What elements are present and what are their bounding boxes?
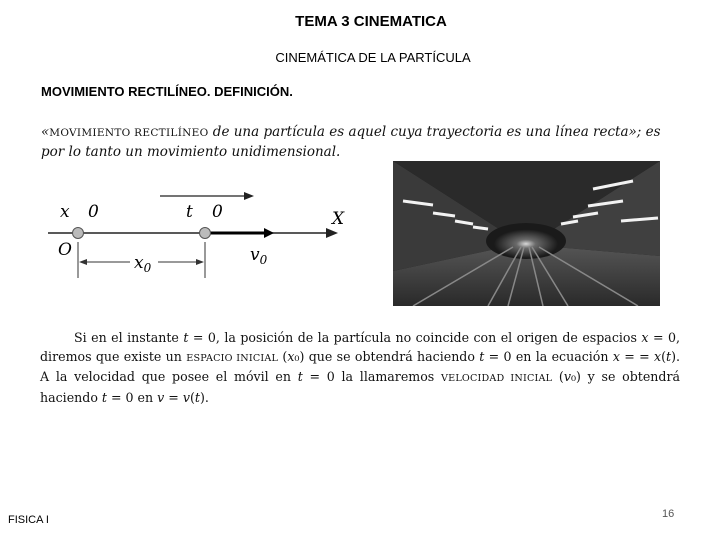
para-v-3: v: [182, 389, 190, 405]
definition-text: [41, 123, 661, 162]
x0-left-arrow: [79, 259, 87, 265]
para-t-3: t: [666, 348, 672, 364]
x0-right-arrow: [196, 259, 204, 265]
t-equals-zero: 0: [212, 202, 223, 222]
train-tunnel-photo: [393, 161, 660, 306]
para-t-6: t: [194, 389, 200, 405]
rectilinear-motion-diagram: [48, 188, 368, 288]
t-label: t: [186, 202, 193, 222]
para-text-7: = =: [619, 348, 654, 364]
photo-tunnel-glow: [486, 223, 566, 259]
para-text-4: (: [278, 348, 288, 364]
x-equals-zero: 0: [88, 202, 99, 222]
para-text-11: (: [552, 369, 564, 384]
velocity-arrow-head: [264, 228, 274, 238]
para-x-1: x: [641, 330, 649, 345]
open-quote: «: [41, 124, 50, 140]
para-t-4: t: [297, 369, 303, 384]
v0-label: [250, 245, 268, 267]
para-text-9: ). A la velocidad que posee el móvil en: [40, 348, 680, 384]
origin-point: [73, 228, 84, 239]
origin-label: O: [58, 240, 72, 260]
para-t-1: t: [183, 330, 189, 345]
section-heading: MOVIMIENTO RECTILÍNEO. DEFINICIÓN.: [41, 84, 293, 99]
definition-body: de una partícula es aquel cuya trayectoria es una línea recta»; es por lo tanto un movimiento unidimensional.: [41, 124, 661, 160]
upper-arrow-head: [244, 192, 254, 200]
axis-label: X: [332, 209, 345, 229]
para-text-8: (: [661, 348, 667, 364]
para-text-16: ).: [199, 389, 209, 405]
para-v-2: v: [157, 389, 165, 405]
initial-conditions-paragraph: [40, 329, 680, 407]
para-text-12: ₀) y se obtendrá haciendo: [40, 369, 680, 405]
page-number: 16: [662, 508, 675, 520]
para-x-3: x: [612, 348, 620, 364]
para-text-3: = 0, diremos que existe un: [40, 330, 681, 364]
para-t-2: t: [479, 348, 485, 364]
x0-subscript: 0: [143, 261, 152, 275]
para-x-4: x: [653, 348, 662, 364]
para-x-2: x: [287, 348, 295, 364]
footer-course-label: FISICA I: [8, 514, 49, 526]
slide-subtitle: CINEMÁTICA DE LA PARTÍCULA: [275, 50, 471, 65]
para-espacio-inicial: ESPACIO INICIAL: [186, 352, 279, 364]
para-text-5: ₀) que se obtendrá haciendo: [294, 348, 480, 364]
para-text-10: = 0 la llamaremos: [302, 369, 441, 384]
para-text-15: (: [189, 389, 195, 405]
para-text-6: = 0 en la ecuación: [484, 348, 613, 364]
para-text-13: = 0 en: [106, 389, 158, 405]
x-label: x: [60, 202, 70, 222]
para-text-2: = 0, la posición de la partícula no coincide con el origen de espacios: [188, 330, 642, 345]
para-text-14: =: [164, 389, 183, 405]
x-axis-arrow-head: [326, 228, 338, 238]
definition-term: MOVIMIENTO RECTILÍNEO: [49, 127, 209, 139]
v0-subscript: 0: [259, 253, 268, 267]
para-velocidad-inicial: VELOCIDAD INICIAL: [441, 373, 553, 384]
para-t-5: t: [101, 389, 107, 405]
slide-title: TEMA 3 CINEMATICA: [295, 13, 447, 30]
x0-symbol: x: [134, 253, 144, 273]
para-v-1: v: [563, 369, 571, 384]
particle-point: [200, 228, 211, 239]
v0-symbol: v: [250, 245, 260, 265]
para-text-1: Si en el instante: [74, 330, 184, 345]
